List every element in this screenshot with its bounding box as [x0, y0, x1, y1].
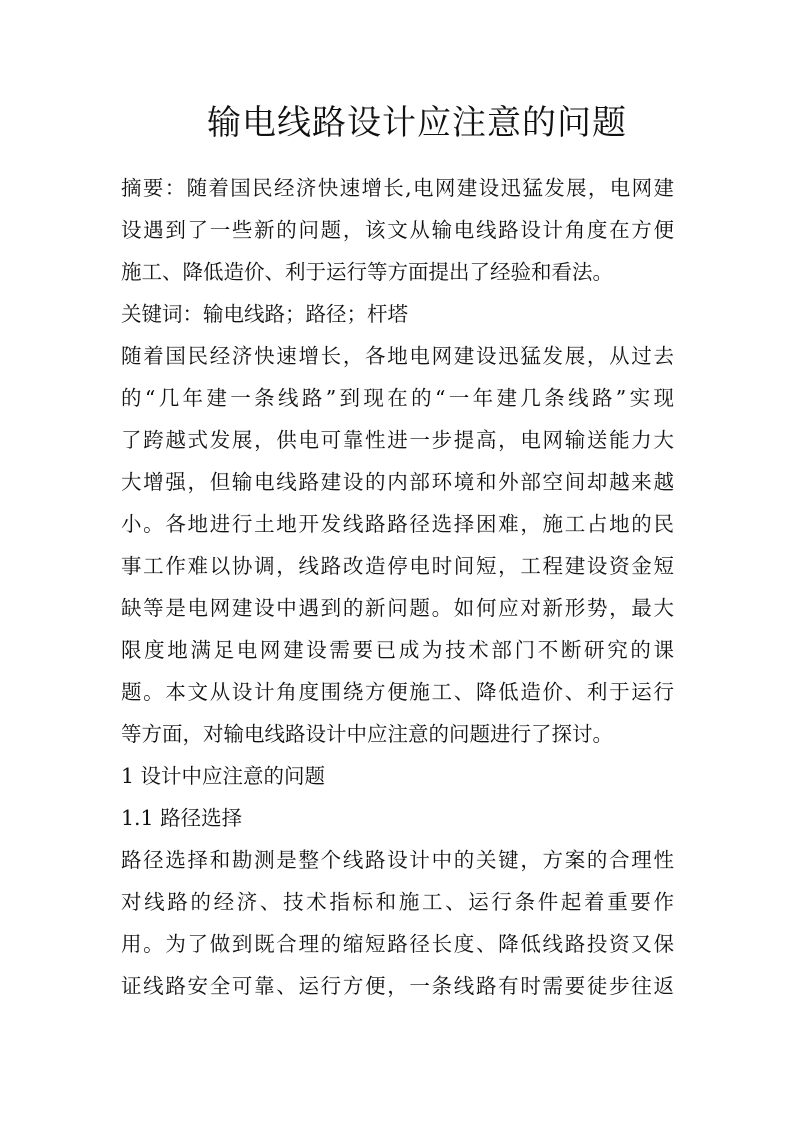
route-selection-paragraph [121, 839, 674, 1007]
subsection-heading: 1.1 路径选择 [121, 806, 243, 830]
intro-paragraph [121, 335, 674, 755]
intro-line: 大增强，但输电线路建设的内部环境和外部空间却越来越 [121, 470, 674, 494]
body-line: 用。为了做到既合理的缩短路径长度、降低线路投资又保 [121, 932, 674, 956]
abstract-line: 摘要：随着国民经济快速增长,电网建设迅猛发展，电网建 [121, 176, 674, 200]
intro-line: 限度地满足电网建设需要已成为技术部门不断研究的课 [121, 638, 674, 662]
keywords-line: 关键词：输电线路；路径；杆塔 [121, 302, 408, 326]
document-body [121, 167, 674, 1007]
intro-line: 了跨越式发展，供电可靠性进一步提高，电网输送能力大 [121, 428, 674, 452]
intro-line: 题。本文从设计角度围绕方便施工、降低造价、利于运行 [121, 680, 674, 704]
body-line: 对线路的经济、技术指标和施工、运行条件起着重要作 [121, 890, 674, 914]
abstract-line: 施工、降低造价、利于运行等方面提出了经验和看法。 [121, 260, 613, 284]
section-heading: 1 设计中应注意的问题 [121, 764, 326, 788]
intro-line: 等方面，对输电线路设计中应注意的问题进行了探讨。 [121, 722, 613, 746]
intro-line: 小。各地进行土地开发线路路径选择困难，施工占地的民 [121, 512, 674, 536]
body-line: 路径选择和勘测是整个线路设计中的关键，方案的合理性 [121, 848, 674, 872]
intro-line: 随着国民经济快速增长，各地电网建设迅猛发展，从过去 [121, 344, 674, 368]
intro-line: 的“几年建一条线路”到现在的“一年建几条线路”实现 [121, 386, 674, 410]
intro-line: 事工作难以协调，线路改造停电时间短，工程建设资金短 [121, 554, 674, 578]
abstract-line: 设遇到了一些新的问题，该文从输电线路设计角度在方便 [121, 218, 674, 242]
abstract-paragraph [121, 167, 674, 293]
document-title: 输电线路设计应注意的问题 [207, 103, 627, 143]
intro-line: 缺等是电网建设中遇到的新问题。如何应对新形势，最大 [121, 596, 674, 620]
body-line: 证线路安全可靠、运行方便，一条线路有时需要徒步往返 [121, 974, 674, 998]
